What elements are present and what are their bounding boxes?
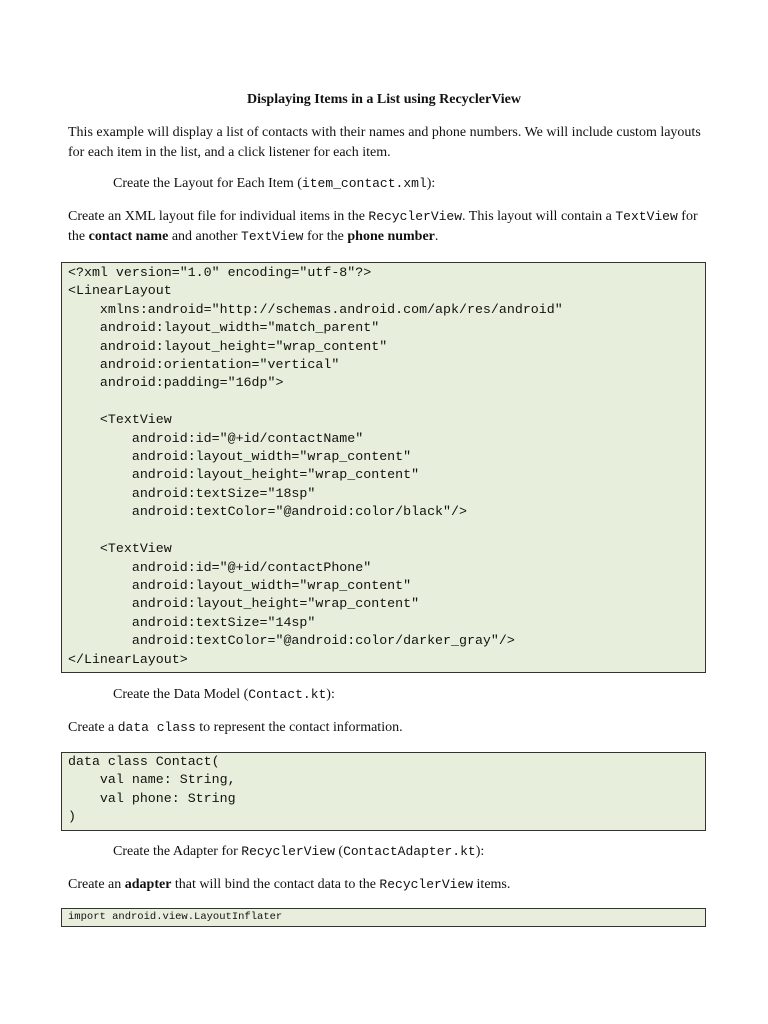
- data-model-description: [68, 718, 703, 738]
- bold-text: phone number: [347, 229, 435, 244]
- desc-text: to represent the contact information.: [195, 720, 403, 735]
- step-data-model-suffix: ):: [326, 687, 335, 702]
- inline-code: TextView: [241, 229, 304, 244]
- inline-code: TextView: [615, 209, 678, 224]
- step-adapter-text: (: [334, 844, 344, 859]
- inline-code: RecyclerView: [241, 844, 335, 859]
- step-adapter-suffix: ):: [475, 844, 485, 859]
- step-layout-suffix: ):: [426, 176, 436, 191]
- desc-text: for the: [68, 209, 698, 244]
- code-adapter-imports: import android.view.LayoutInflater: [68, 911, 283, 923]
- step-adapter-filename: ContactAdapter.kt: [343, 844, 476, 859]
- intro-paragraph: This example will display a list of contacts with their names and phone numbers. We will include custom layouts for each item in the list, and a click listener for each item.: [68, 125, 701, 160]
- inline-code: data class: [117, 720, 196, 735]
- code-block-data-class: [61, 752, 706, 831]
- page-title: Displaying Items in a List using RecyclerView: [246, 92, 522, 107]
- desc-text: .: [434, 229, 439, 244]
- step-layout-filename: item_contact.xml: [301, 176, 427, 191]
- desc-text: items.: [473, 877, 511, 892]
- step-adapter-text: Create the Adapter for: [113, 844, 242, 859]
- code-xml-layout: <?xml version="1.0" encoding="utf-8"?> <LinearLayout xmlns:android="http://schemas.android.com/apk/res/android" android:layout_width="match_parent" android:layout_height="wrap_content" android:orientation="vertical" android:padding="16dp"> <TextView android:id="@+id/contactName" android:layout_width="wrap_content" android:layout_height="wrap_content" android:textSize="18sp" android:textColor="@android:color/black"/> <TextView android:id="@+id/contactPhone" android:layout_width="wrap_content" android:layout_height="wrap_content" android:textSize="14sp" android:textColor="@android:color/darker_gray"/> </LinearLayout>: [68, 265, 563, 667]
- layout-description: [68, 207, 703, 247]
- bold-text: adapter: [124, 877, 172, 892]
- step-data-model-filename: Contact.kt: [248, 687, 327, 702]
- desc-text: for the: [303, 229, 348, 244]
- desc-text: . This layout will contain a: [462, 209, 616, 224]
- code-data-class: data class Contact( val name: String, val phone: String ): [68, 754, 236, 825]
- adapter-description: [68, 875, 703, 895]
- desc-text: Create a: [68, 720, 118, 735]
- step-layout-heading: [113, 174, 435, 194]
- desc-text: that will bind the contact data to the: [171, 877, 380, 892]
- code-block-adapter-imports: [61, 908, 706, 927]
- inline-code: RecyclerView: [368, 209, 463, 224]
- step-data-model-text: Create the Data Model (: [113, 687, 249, 702]
- step-layout-text: Create the Layout for Each Item (: [113, 176, 302, 191]
- inline-code: RecyclerView: [379, 877, 474, 892]
- code-block-xml-layout: [61, 262, 706, 673]
- desc-text: Create an: [68, 877, 125, 892]
- bold-text: contact name: [88, 229, 169, 244]
- desc-text: Create an XML layout file for individual items in the: [68, 209, 369, 224]
- step-data-model-heading: [113, 685, 335, 705]
- step-adapter-heading: [113, 842, 484, 862]
- desc-text: and another: [168, 229, 242, 244]
